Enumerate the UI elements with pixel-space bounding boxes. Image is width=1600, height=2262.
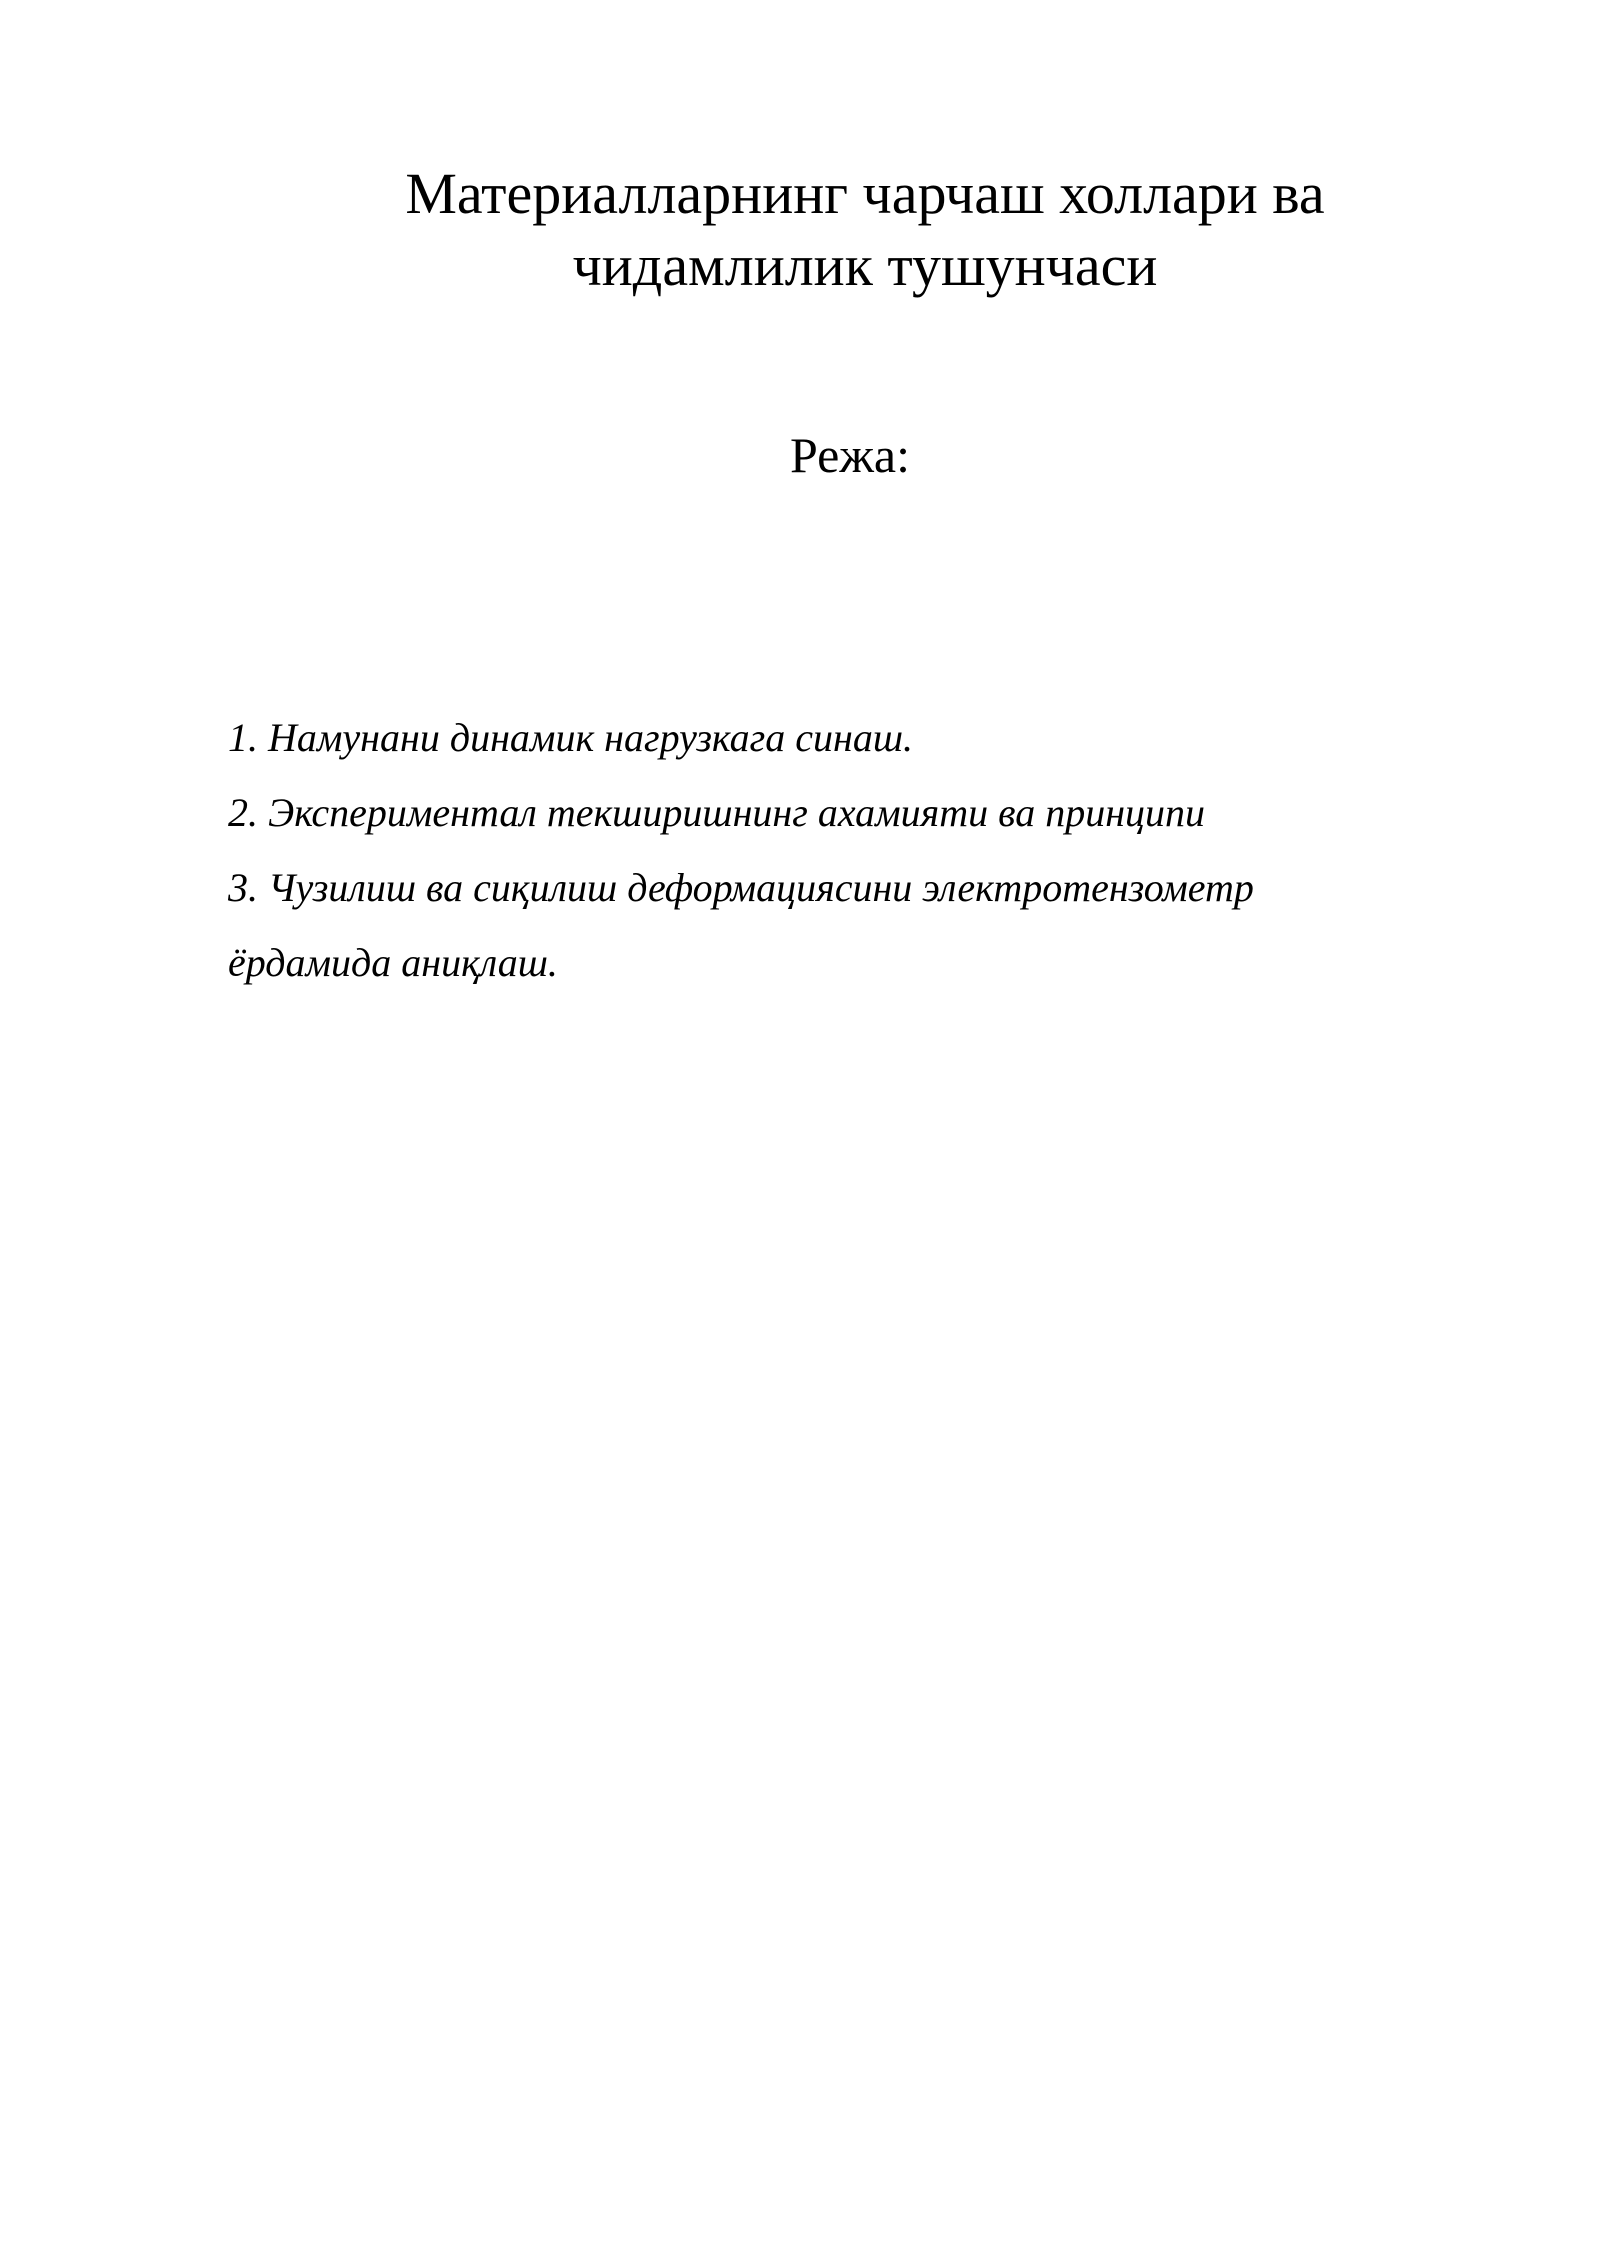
- plan-heading: Режа:: [790, 427, 910, 483]
- page-title: [290, 158, 1440, 302]
- plan-item-2: 2. Экспериментал текширишнинг ахамияти ва принципи: [228, 790, 1206, 835]
- plan-item-3: 3. Чузилиш ва сиқилиш деформациясини электротензометр: [228, 865, 1254, 910]
- title-line-1: Материалларнинг чарчаш холлари ва: [405, 161, 1325, 226]
- plan-item-1: 1. Намунани динамик нагрузкага синаш.: [228, 715, 914, 760]
- plan-item-3-continuation: ёрдамида аниқлаш.: [228, 940, 558, 985]
- plan-list: [228, 700, 1408, 1000]
- title-line-2: чидамлилик тушунчаси: [572, 233, 1158, 298]
